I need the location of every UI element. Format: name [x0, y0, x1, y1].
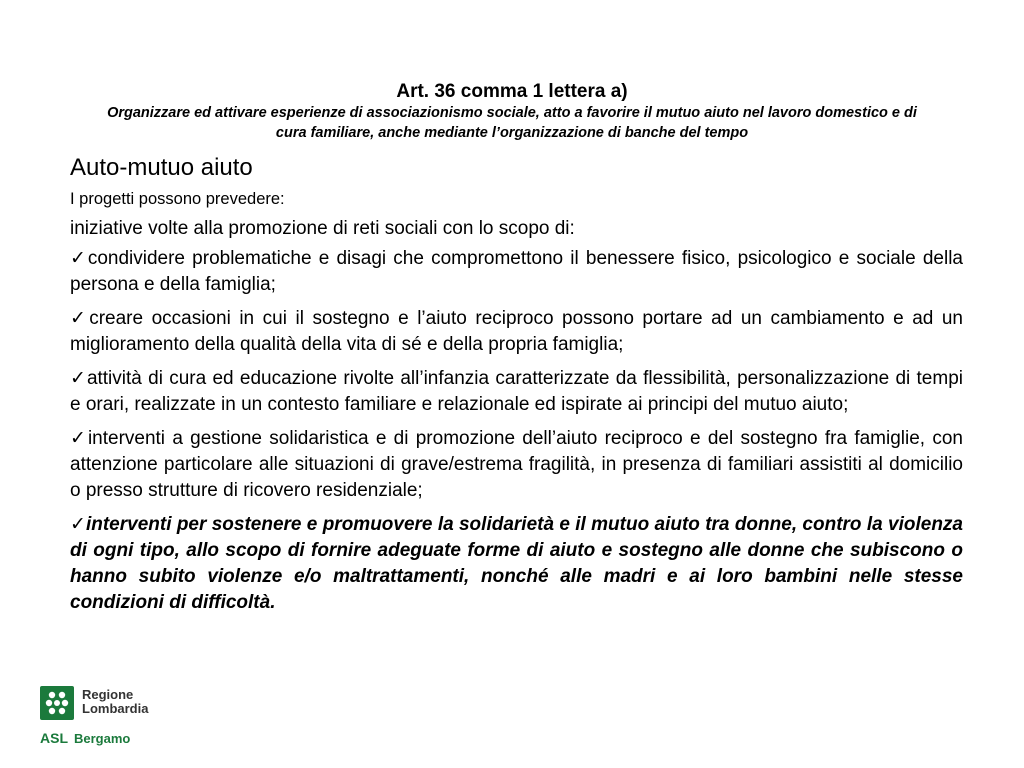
list-item-text: creare occasioni in cui il sostegno e l’aiuto reciproco possono portare ad un cambiamento e ad un miglioramento della qualità della vita di sé e della propria famiglia; [70, 308, 963, 355]
checkmark-icon: ✓ [70, 514, 86, 535]
logo-region-line1: Regione [82, 687, 134, 702]
list-item-emphasized [70, 512, 963, 616]
slide-header [60, 80, 964, 143]
logo-region-line2: Lombardia [82, 701, 149, 716]
list-item-text: interventi a gestione solidaristica e di promozione dell’aiuto reciproco e del sostegno fra famiglie, con attenzione particolare alle situazioni di grave/estrema fragilità, in presenza di familiari assistiti al domicilio o presso strutture di ricovero residenziale; [70, 428, 964, 501]
regione-lombardia-rose-icon [40, 686, 74, 720]
logo-region-text [82, 688, 148, 716]
logo-asl-text [40, 730, 130, 747]
checkmark-icon: ✓ [70, 308, 90, 329]
section-title: Auto-mutuo aiuto [70, 154, 253, 181]
intro-text: iniziative volte alla promozione di reti sociali con lo scopo di: [70, 218, 575, 239]
logo-city-label: Bergamo [74, 731, 131, 746]
list-item [70, 366, 963, 418]
list-item [70, 306, 963, 358]
logo-asl-label: ASL [40, 730, 68, 746]
checkmark-icon: ✓ [70, 248, 88, 269]
list-item [70, 426, 963, 504]
list-item [70, 246, 963, 298]
lead-text: I progetti possono prevedere: [70, 190, 285, 208]
regione-lombardia-asl-logo [38, 686, 178, 748]
list-item-text: interventi per sostenere e promuovere la solidarietà e il mutuo aiuto tra donne, contro la violenza di ogni tipo, allo scopo di fornire adeguate forme di aiuto e sostegno alle donne che subiscono o hanno subito violenze e/o maltrattamenti, nonché alle madri e ai loro bambini nelle stesse condizioni di difficoltà. [70, 514, 963, 613]
list-item-text: condividere problematiche e disagi che compromettono il benessere fisico, psicologico e sociale della persona e della famiglia; [70, 248, 963, 295]
slide-content [70, 152, 963, 624]
article-title: Art. 36 comma 1 lettera a) [396, 81, 628, 102]
article-subtitle: Organizzare ed attivare esperienze di associazionismo sociale, atto a favorire il mutuo aiuto nel lavoro domestico e di cura familiare, anche mediante l’organizzazione di banche del tempo [107, 105, 917, 141]
checkmark-icon: ✓ [70, 428, 88, 449]
checkmark-icon: ✓ [70, 368, 87, 389]
list-item-text: attività di cura ed educazione rivolte all’infanzia caratterizzate da flessibilità, personalizzazione di tempi e orari, realizzate in un contesto familiare e relazionale ed ispirate ai principi del mutuo aiuto; [70, 368, 963, 415]
